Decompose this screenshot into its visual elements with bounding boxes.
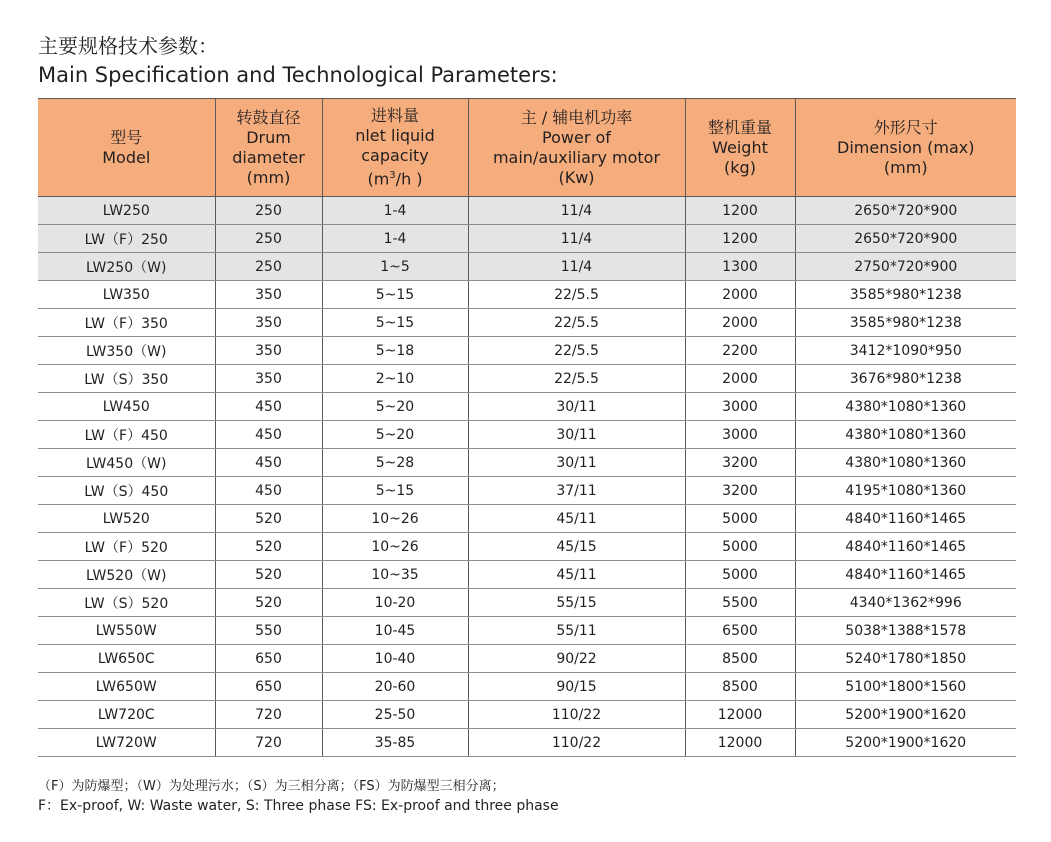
header-weight-cn: 整机重量 [707, 117, 772, 137]
cell-motor-power: 45/11 [468, 561, 685, 589]
header-power-en1: Power of [542, 127, 611, 147]
cell-weight: 8500 [685, 645, 795, 673]
header-drum-en2: diameter [232, 147, 305, 167]
cell-capacity: 5~18 [322, 337, 468, 365]
cell-weight: 2000 [685, 309, 795, 337]
header-dimension [795, 99, 1016, 197]
header-capacity-en1: nlet liquid [355, 125, 435, 145]
cell-capacity: 5~20 [322, 421, 468, 449]
cell-motor-power: 11/4 [468, 225, 685, 253]
header-weight-en2: (kg) [724, 157, 756, 177]
cell-capacity: 5~20 [322, 393, 468, 421]
cell-model: LW720C [38, 701, 215, 729]
cell-drum-diameter: 250 [215, 197, 322, 225]
footnote-cn: （F）为防爆型；（W）为处理污水；（S）为三相分离；（FS）为防爆型三相分离； [38, 779, 505, 794]
cell-drum-diameter: 520 [215, 505, 322, 533]
header-drum-unit: (mm) [246, 167, 291, 187]
cell-model: LW650C [38, 645, 215, 673]
cell-dimension: 4380*1080*1360 [795, 421, 1016, 449]
cell-model: LW（F）520 [38, 533, 215, 561]
cell-dimension: 4195*1080*1360 [795, 477, 1016, 505]
cell-dimension: 5240*1780*1850 [795, 645, 1016, 673]
cell-weight: 2000 [685, 365, 795, 393]
cell-motor-power: 55/11 [468, 617, 685, 645]
cell-model: LW250 [38, 197, 215, 225]
cell-drum-diameter: 650 [215, 645, 322, 673]
header-power-en2: main/auxiliary motor [492, 147, 661, 167]
cell-capacity: 10~26 [322, 505, 468, 533]
cell-dimension: 2750*720*900 [795, 253, 1016, 281]
cell-weight: 2000 [685, 281, 795, 309]
cell-capacity: 10-45 [322, 617, 468, 645]
cell-weight: 8500 [685, 673, 795, 701]
table-row [38, 309, 1016, 337]
cell-motor-power: 90/15 [468, 673, 685, 701]
cell-model: LW550W [38, 617, 215, 645]
cell-model: LW450（W) [38, 449, 215, 477]
cell-model: LW（S）350 [38, 365, 215, 393]
cell-capacity: 5~15 [322, 477, 468, 505]
cell-weight: 3000 [685, 421, 795, 449]
cell-capacity: 2~10 [322, 365, 468, 393]
cell-motor-power: 30/11 [468, 421, 685, 449]
cell-dimension: 5100*1800*1560 [795, 673, 1016, 701]
cell-motor-power: 22/5.5 [468, 309, 685, 337]
cell-motor-power: 45/15 [468, 533, 685, 561]
header-dimension-en1: Dimension (max) [837, 137, 975, 157]
cell-weight: 5000 [685, 533, 795, 561]
cell-weight: 12000 [685, 729, 795, 757]
header-dimension-cn: 外形尺寸 [873, 117, 938, 137]
cell-model: LW（F）350 [38, 309, 215, 337]
cell-dimension: 3676*980*1238 [795, 365, 1016, 393]
table-row [38, 449, 1016, 477]
cell-capacity: 1-4 [322, 197, 468, 225]
cell-capacity: 10~35 [322, 561, 468, 589]
cell-drum-diameter: 350 [215, 365, 322, 393]
table-row [38, 197, 1016, 225]
header-dimension-en2: (mm) [883, 157, 928, 177]
table-row [38, 365, 1016, 393]
cell-capacity: 35-85 [322, 729, 468, 757]
cell-dimension: 4380*1080*1360 [795, 393, 1016, 421]
table-row [38, 393, 1016, 421]
cell-motor-power: 30/11 [468, 393, 685, 421]
cell-drum-diameter: 720 [215, 729, 322, 757]
cell-capacity: 1-4 [322, 225, 468, 253]
cell-dimension: 3585*980*1238 [795, 309, 1016, 337]
cell-capacity: 10-20 [322, 589, 468, 617]
table-row [38, 617, 1016, 645]
table-row [38, 645, 1016, 673]
cell-drum-diameter: 350 [215, 281, 322, 309]
header-drum-en1: Drum [246, 127, 291, 147]
cell-motor-power: 45/11 [468, 505, 685, 533]
cell-dimension: 4840*1160*1465 [795, 505, 1016, 533]
cell-model: LW250（W) [38, 253, 215, 281]
cell-dimension: 4380*1080*1360 [795, 449, 1016, 477]
cell-dimension: 4840*1160*1465 [795, 533, 1016, 561]
header-drum-diameter [215, 99, 322, 197]
cell-weight: 1200 [685, 225, 795, 253]
header-power-unit: (Kw) [558, 167, 595, 187]
header-capacity-unit [325, 166, 466, 189]
header-weight [685, 99, 795, 197]
cell-weight: 3200 [685, 477, 795, 505]
cell-capacity: 20-60 [322, 673, 468, 701]
cell-motor-power: 55/15 [468, 589, 685, 617]
cell-model: LW350（W) [38, 337, 215, 365]
cell-model: LW（F）450 [38, 421, 215, 449]
cell-dimension: 2650*720*900 [795, 225, 1016, 253]
table-row [38, 701, 1016, 729]
cell-motor-power: 11/4 [468, 197, 685, 225]
cell-capacity: 10-40 [322, 645, 468, 673]
cell-drum-diameter: 250 [215, 253, 322, 281]
header-capacity-cn: 进料量 [370, 105, 419, 125]
table-row [38, 253, 1016, 281]
header-weight-en1: Weight [712, 137, 768, 157]
table-row [38, 421, 1016, 449]
cell-drum-diameter: 450 [215, 449, 322, 477]
cell-weight: 6500 [685, 617, 795, 645]
cell-dimension: 4340*1362*996 [795, 589, 1016, 617]
header-power-cn: 主 / 辅电机功率 [520, 107, 633, 127]
cell-motor-power: 22/5.5 [468, 365, 685, 393]
cell-model: LW（S）520 [38, 589, 215, 617]
cell-motor-power: 110/22 [468, 729, 685, 757]
cell-weight: 5000 [685, 505, 795, 533]
spec-table [38, 98, 1016, 757]
cell-model: LW650W [38, 673, 215, 701]
cell-drum-diameter: 520 [215, 589, 322, 617]
cell-model: LW720W [38, 729, 215, 757]
page-title-cn: 主要规格技术参数： [38, 34, 218, 58]
header-capacity-unit-pre: (m [367, 169, 390, 189]
cell-drum-diameter: 350 [215, 309, 322, 337]
cell-motor-power: 22/5.5 [468, 337, 685, 365]
header-motor-power [468, 99, 685, 197]
header-model-cn: 型号 [110, 127, 143, 147]
table-row [38, 281, 1016, 309]
table-row [38, 477, 1016, 505]
cell-dimension: 4840*1160*1465 [795, 561, 1016, 589]
cell-dimension: 3585*980*1238 [795, 281, 1016, 309]
cell-model: LW520（W) [38, 561, 215, 589]
cell-drum-diameter: 520 [215, 533, 322, 561]
table-row [38, 505, 1016, 533]
cell-dimension: 5200*1900*1620 [795, 701, 1016, 729]
header-capacity-unit-post: /h ) [395, 169, 423, 189]
table-row [38, 533, 1016, 561]
cell-model: LW（F）250 [38, 225, 215, 253]
cell-model: LW450 [38, 393, 215, 421]
table-row [38, 561, 1016, 589]
table-row [38, 673, 1016, 701]
header-capacity-en2: capacity [361, 145, 429, 165]
cell-drum-diameter: 450 [215, 477, 322, 505]
cell-model: LW520 [38, 505, 215, 533]
cell-weight: 5000 [685, 561, 795, 589]
cell-weight: 5500 [685, 589, 795, 617]
cell-weight: 3200 [685, 449, 795, 477]
cell-motor-power: 37/11 [468, 477, 685, 505]
cell-drum-diameter: 520 [215, 561, 322, 589]
cell-drum-diameter: 450 [215, 393, 322, 421]
header-model [38, 99, 215, 197]
cell-weight: 1200 [685, 197, 795, 225]
cell-dimension: 5038*1388*1578 [795, 617, 1016, 645]
header-row [38, 99, 1016, 197]
table-row [38, 337, 1016, 365]
cell-motor-power: 11/4 [468, 253, 685, 281]
footnote-en: F：Ex-proof, W: Waste water, S: Three phase FS: Ex-proof and three phase [38, 798, 559, 814]
cell-dimension: 5200*1900*1620 [795, 729, 1016, 757]
cell-weight: 3000 [685, 393, 795, 421]
cell-model: LW350 [38, 281, 215, 309]
cell-capacity: 5~28 [322, 449, 468, 477]
cell-drum-diameter: 250 [215, 225, 322, 253]
cell-capacity: 10~26 [322, 533, 468, 561]
cell-drum-diameter: 350 [215, 337, 322, 365]
cell-weight: 12000 [685, 701, 795, 729]
cell-drum-diameter: 650 [215, 673, 322, 701]
cell-capacity: 25-50 [322, 701, 468, 729]
header-capacity-unit-sup: 3 [389, 169, 396, 181]
spec-table-body [38, 197, 1016, 757]
cell-drum-diameter: 720 [215, 701, 322, 729]
cell-model: LW（S）450 [38, 477, 215, 505]
header-model-en: Model [102, 147, 151, 167]
cell-drum-diameter: 450 [215, 421, 322, 449]
cell-capacity: 5~15 [322, 309, 468, 337]
cell-capacity: 1~5 [322, 253, 468, 281]
table-row [38, 225, 1016, 253]
table-row [38, 729, 1016, 757]
cell-weight: 1300 [685, 253, 795, 281]
header-drum-cn: 转鼓直径 [236, 107, 301, 127]
cell-dimension: 2650*720*900 [795, 197, 1016, 225]
cell-motor-power: 90/22 [468, 645, 685, 673]
cell-dimension: 3412*1090*950 [795, 337, 1016, 365]
table-row [38, 589, 1016, 617]
cell-motor-power: 22/5.5 [468, 281, 685, 309]
cell-motor-power: 110/22 [468, 701, 685, 729]
header-capacity [322, 99, 468, 197]
page-title-en: Main Specification and Technological Parameters: [38, 63, 558, 87]
cell-motor-power: 30/11 [468, 449, 685, 477]
cell-drum-diameter: 550 [215, 617, 322, 645]
cell-capacity: 5~15 [322, 281, 468, 309]
cell-weight: 2200 [685, 337, 795, 365]
